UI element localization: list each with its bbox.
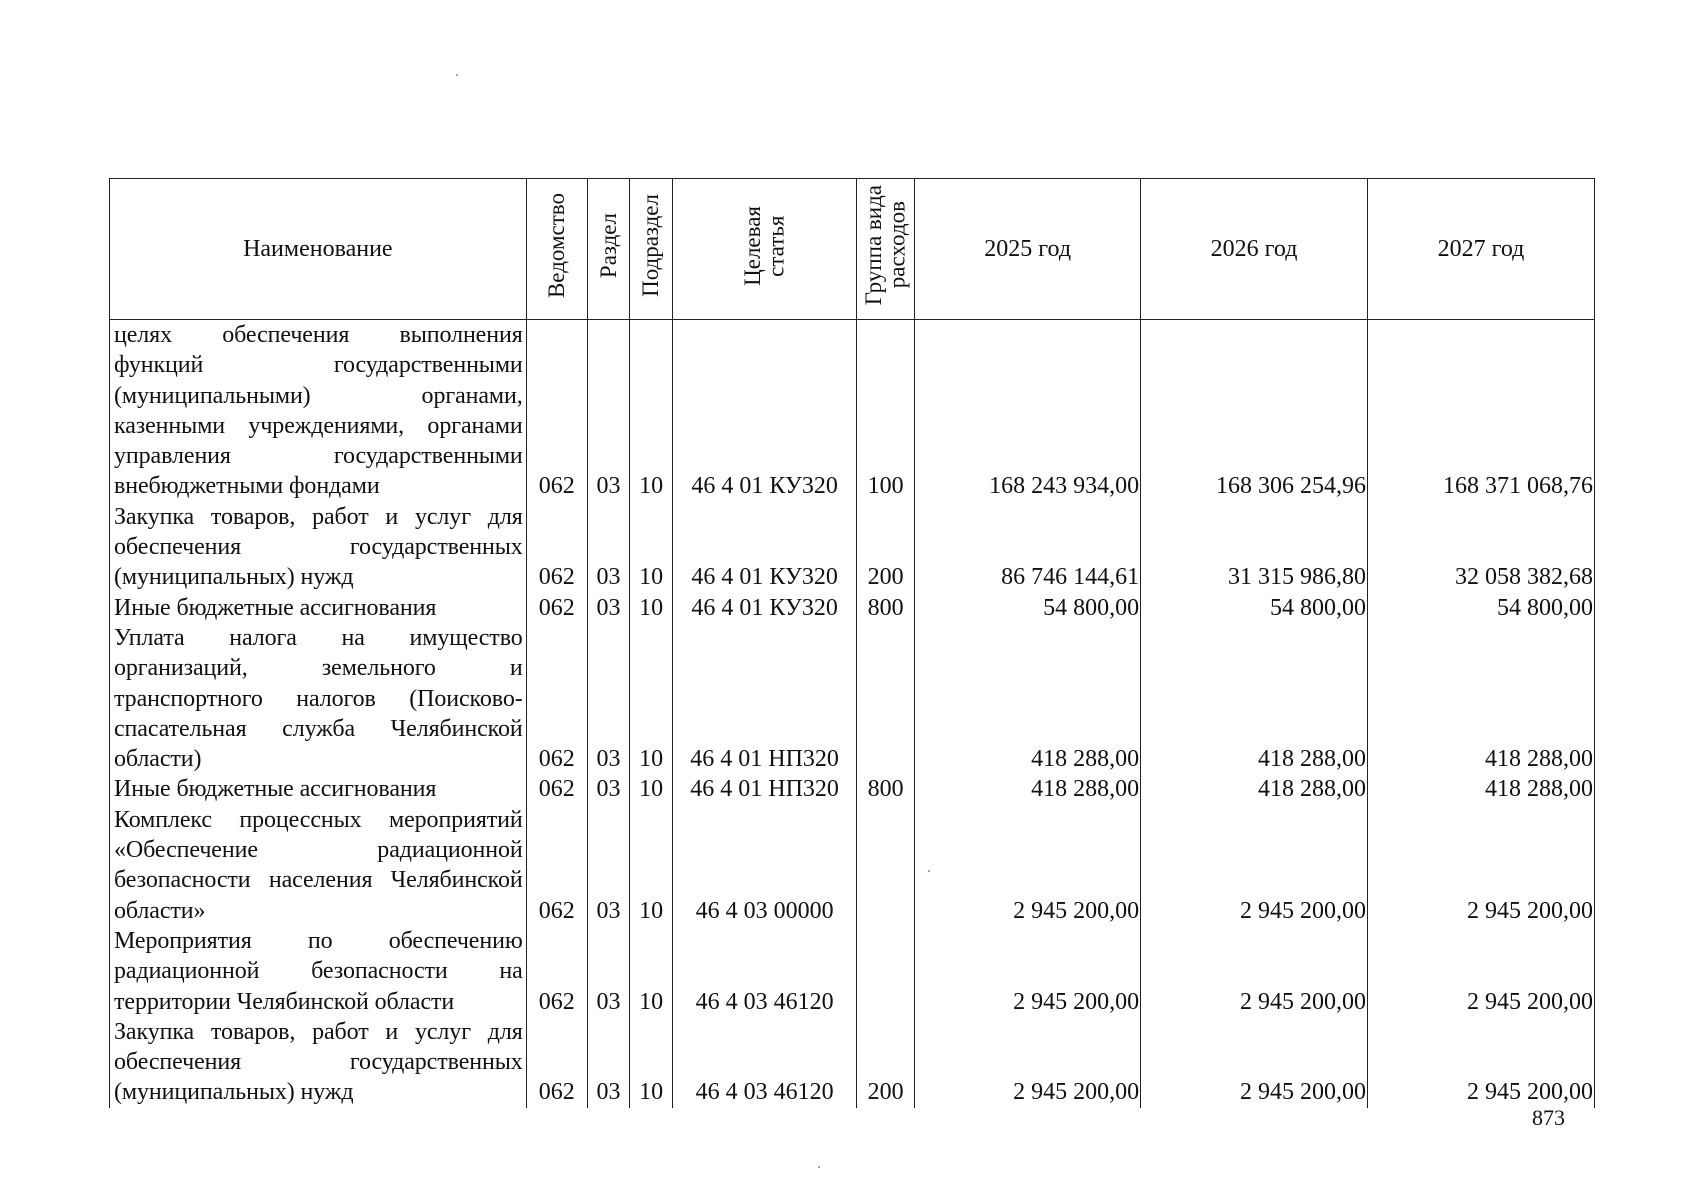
cell-expense-group bbox=[856, 926, 914, 1017]
budget-table bbox=[109, 178, 1595, 1108]
header-department: Ведомство bbox=[526, 179, 587, 320]
table-row bbox=[110, 805, 1595, 926]
cell-name: Уплата налога на имущество организаций, земельного и транспортного налогов (Поисково-спасательная служба Челябинской области) bbox=[110, 623, 527, 774]
page-number: 873 bbox=[1532, 1105, 1565, 1130]
cell-subsection: 10 bbox=[630, 805, 673, 926]
cell-name: Иные бюджетные ассигнования bbox=[110, 774, 527, 804]
cell-expense-group bbox=[856, 805, 914, 926]
cell-section: 03 bbox=[587, 805, 629, 926]
cell-subsection: 10 bbox=[630, 1017, 673, 1108]
cell-target-article: 46 4 03 46120 bbox=[673, 1017, 857, 1108]
cell-department: 062 bbox=[526, 623, 587, 774]
cell-target-article: 46 4 01 НП320 bbox=[673, 774, 857, 804]
header-name: Наименование bbox=[110, 179, 527, 320]
cell-2027: 418 288,00 bbox=[1368, 774, 1595, 804]
table-row bbox=[110, 1017, 1595, 1108]
cell-expense-group: 100 bbox=[856, 320, 914, 502]
cell-target-article: 46 4 03 00000 bbox=[673, 805, 857, 926]
cell-subsection: 10 bbox=[630, 320, 673, 502]
cell-2025: 418 288,00 bbox=[915, 623, 1141, 774]
cell-section: 03 bbox=[587, 926, 629, 1017]
cell-department: 062 bbox=[526, 1017, 587, 1108]
cell-2025: 2 945 200,00 bbox=[915, 926, 1141, 1017]
scan-speck bbox=[818, 1166, 820, 1168]
header-2025: 2025 год bbox=[915, 179, 1141, 320]
cell-expense-group: 800 bbox=[856, 774, 914, 804]
cell-2027: 2 945 200,00 bbox=[1368, 1017, 1595, 1108]
cell-expense-group: 800 bbox=[856, 593, 914, 623]
table-row bbox=[110, 774, 1595, 804]
cell-subsection: 10 bbox=[630, 774, 673, 804]
cell-name: целях обеспечения выполнения функций государственными (муниципальными) органами, казенными учреждениями, органами управления государственными внебюджетными фондами bbox=[110, 320, 527, 502]
cell-2026: 168 306 254,96 bbox=[1141, 320, 1368, 502]
cell-target-article: 46 4 03 46120 bbox=[673, 926, 857, 1017]
cell-section: 03 bbox=[587, 623, 629, 774]
header-target-article: Целевая статья bbox=[673, 179, 857, 320]
cell-expense-group bbox=[856, 623, 914, 774]
table-row bbox=[110, 623, 1595, 774]
header-2027: 2027 год bbox=[1368, 179, 1595, 320]
cell-department: 062 bbox=[526, 926, 587, 1017]
cell-department: 062 bbox=[526, 774, 587, 804]
cell-2027: 418 288,00 bbox=[1368, 623, 1595, 774]
cell-section: 03 bbox=[587, 502, 629, 593]
table-row bbox=[110, 502, 1595, 593]
cell-2026: 418 288,00 bbox=[1141, 623, 1368, 774]
header-2026: 2026 год bbox=[1141, 179, 1368, 320]
cell-2025: 418 288,00 bbox=[915, 774, 1141, 804]
cell-2026: 31 315 986,80 bbox=[1141, 502, 1368, 593]
cell-target-article: 46 4 01 КУ320 bbox=[673, 593, 857, 623]
cell-2026: 2 945 200,00 bbox=[1141, 1017, 1368, 1108]
cell-subsection: 10 bbox=[630, 593, 673, 623]
header-section: Раздел bbox=[587, 179, 629, 320]
cell-name: Комплекс процессных мероприятий «Обеспечение радиационной безопасности населения Челябинской области» bbox=[110, 805, 527, 926]
header-subsection: Подраздел bbox=[630, 179, 673, 320]
cell-target-article: 46 4 01 НП320 bbox=[673, 623, 857, 774]
cell-section: 03 bbox=[587, 774, 629, 804]
cell-2025: 2 945 200,00 bbox=[915, 805, 1141, 926]
cell-2025: 2 945 200,00 bbox=[915, 1017, 1141, 1108]
scan-speck bbox=[928, 870, 930, 872]
table-row bbox=[110, 926, 1595, 1017]
cell-2027: 2 945 200,00 bbox=[1368, 926, 1595, 1017]
cell-2027: 2 945 200,00 bbox=[1368, 805, 1595, 926]
cell-name: Иные бюджетные ассигнования bbox=[110, 593, 527, 623]
table-header-row bbox=[110, 179, 1595, 320]
cell-name: Мероприятия по обеспечению радиационной безопасности на территории Челябинской области bbox=[110, 926, 527, 1017]
cell-2025: 54 800,00 bbox=[915, 593, 1141, 623]
cell-target-article: 46 4 01 КУ320 bbox=[673, 502, 857, 593]
cell-section: 03 bbox=[587, 593, 629, 623]
cell-section: 03 bbox=[587, 1017, 629, 1108]
header-expense-group: Группа вида расходов bbox=[856, 179, 914, 320]
cell-target-article: 46 4 01 КУ320 bbox=[673, 320, 857, 502]
cell-2026: 418 288,00 bbox=[1141, 774, 1368, 804]
table-body bbox=[110, 320, 1595, 1108]
cell-department: 062 bbox=[526, 593, 587, 623]
scan-speck bbox=[456, 74, 458, 76]
cell-department: 062 bbox=[526, 502, 587, 593]
cell-2027: 168 371 068,76 bbox=[1368, 320, 1595, 502]
cell-2026: 2 945 200,00 bbox=[1141, 926, 1368, 1017]
cell-2026: 2 945 200,00 bbox=[1141, 805, 1368, 926]
table-row bbox=[110, 320, 1595, 502]
cell-2026: 54 800,00 bbox=[1141, 593, 1368, 623]
cell-expense-group: 200 bbox=[856, 502, 914, 593]
cell-2027: 54 800,00 bbox=[1368, 593, 1595, 623]
cell-name: Закупка товаров, работ и услуг для обеспечения государственных (муниципальных) нужд bbox=[110, 502, 527, 593]
cell-2025: 168 243 934,00 bbox=[915, 320, 1141, 502]
cell-expense-group: 200 bbox=[856, 1017, 914, 1108]
cell-subsection: 10 bbox=[630, 623, 673, 774]
cell-2025: 86 746 144,61 bbox=[915, 502, 1141, 593]
cell-subsection: 10 bbox=[630, 926, 673, 1017]
table-row bbox=[110, 593, 1595, 623]
cell-department: 062 bbox=[526, 805, 587, 926]
cell-name: Закупка товаров, работ и услуг для обеспечения государственных (муниципальных) нужд bbox=[110, 1017, 527, 1108]
cell-subsection: 10 bbox=[630, 502, 673, 593]
cell-2027: 32 058 382,68 bbox=[1368, 502, 1595, 593]
cell-section: 03 bbox=[587, 320, 629, 502]
cell-department: 062 bbox=[526, 320, 587, 502]
